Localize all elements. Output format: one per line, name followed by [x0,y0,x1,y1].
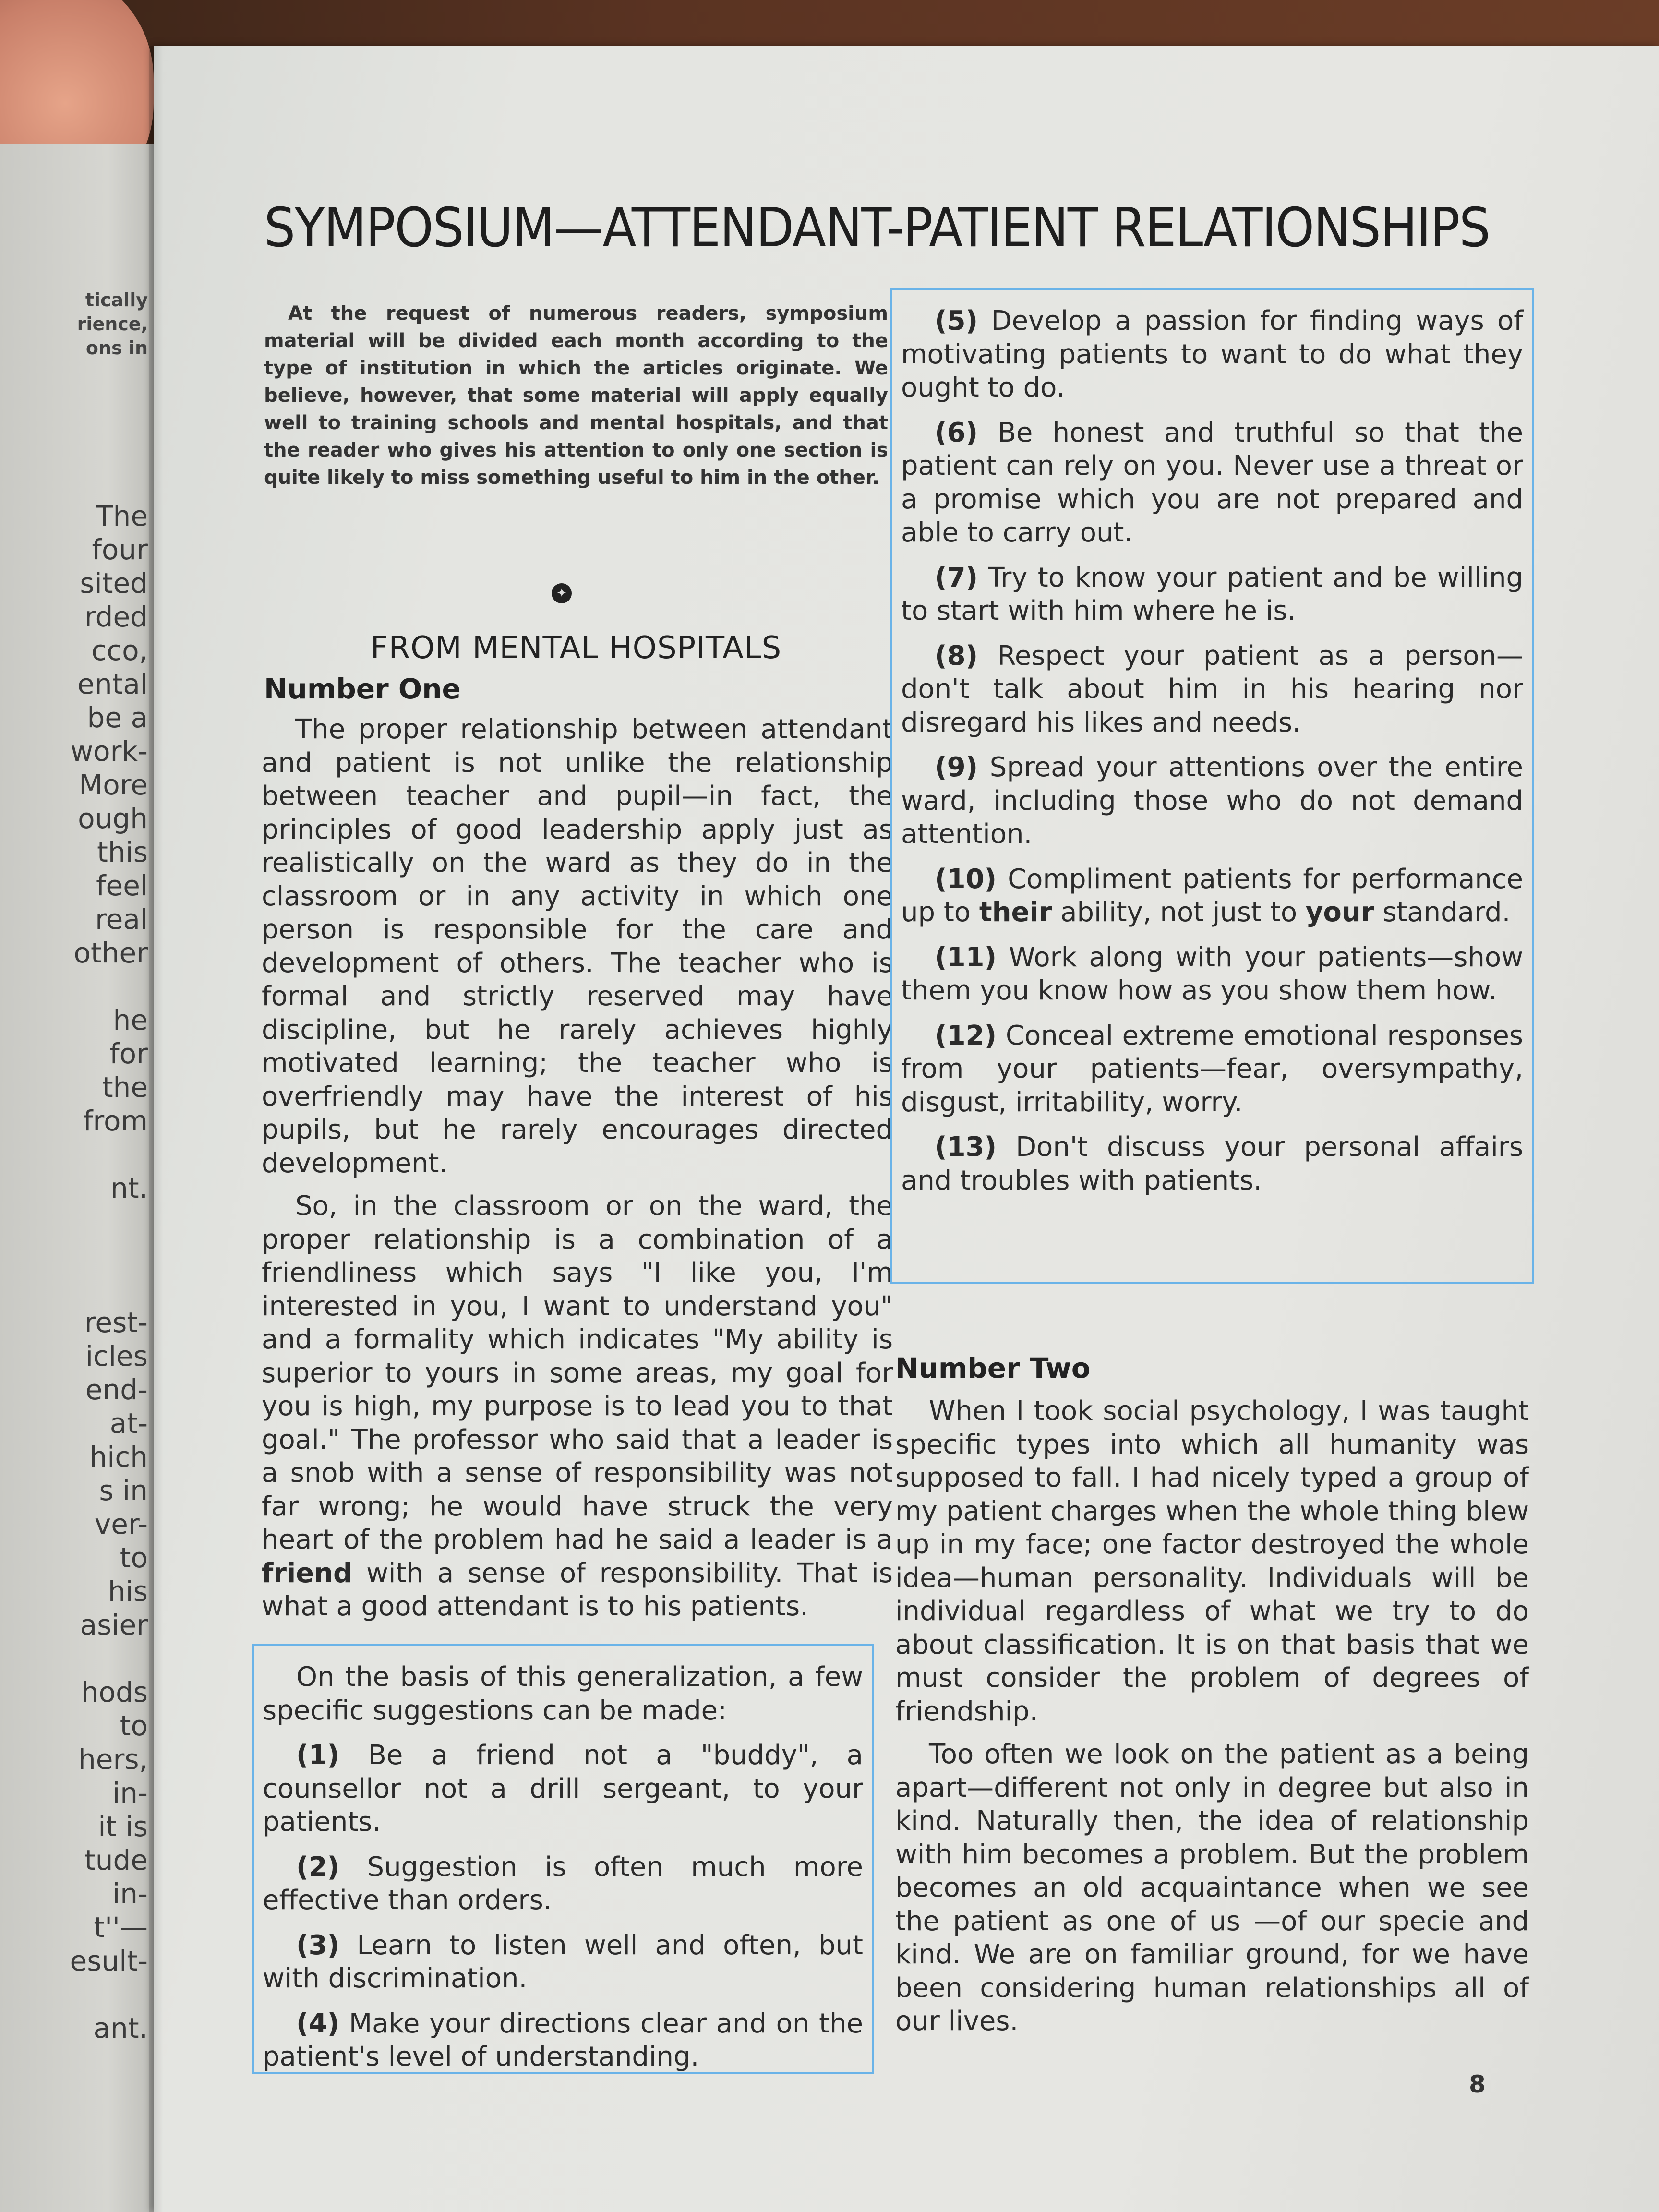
prev-page-line: his [108,1575,148,1608]
paragraph [262,1190,893,1623]
item-text: Try to know your patient and be willing to start with him where he is. [901,562,1523,626]
item-number: (7) [935,562,978,593]
suggestion-item [901,561,1523,628]
prev-page-line: t''— [94,1911,148,1944]
prev-page-line: in- [112,1877,148,1910]
suggestion-item [263,1739,863,1839]
suggestion-item [901,416,1523,550]
prev-page-line: end- [85,1373,148,1406]
item-text: Don't discuss your personal affairs and troubles with patients. [901,1131,1523,1196]
paragraph: When I took social psychology, I was taught specific types into which all humanity was supposed to fall. I had nicely typed a group of my patient charges when the whole thing blew up in my face; one factor destroyed the whole idea—human personality. Individuals will be individual regardless of what we try to do about classification. It is on that basis that we must consider the problem of degrees of friendship. [895,1395,1529,1727]
suggestion-item [901,1019,1523,1119]
suggestions-box-left [252,1644,874,2074]
number-two-heading: Number Two [895,1352,1091,1384]
item-text: Make your directions clear and on the patient's level of understanding. [263,2008,863,2072]
intro-paragraph: At the request of numerous readers, symposium material will be divided each month according to the type of institution in which the articles originate. We believe, however, that some material will apply equally well to training schools and mental hospitals, and that the reader who gives his attention to only one section is quite likely to miss something useful to him in the other. [264,302,888,489]
prev-page-line: hods [81,1676,148,1708]
paragraph: The proper relationship between attendant and patient is not unlike the relationship between teacher and pupil—in fact, the principles of good leadership apply just as realistically on the ward as they do in the classroom or in any activity in which one person is responsible for the care and development of others. The teacher who is formal and strictly reserved may have discipline, but he rarely achieves highly motivated learning; the teacher who is overfriendly may have the interest of his pupils, but he rarely encourages directed development. [262,714,893,1179]
item-text: Be a friend not a "buddy", a counsellor not a drill sergeant, to your patients. [263,1740,863,1838]
item-number: (4) [296,2008,340,2039]
item-number: (11) [935,941,997,973]
prev-page-line: esult- [70,1945,148,1977]
text-run: So, in the classroom or on the ward, the proper relationship is a combination of a friendliness which says "I like you, I'm interested in you, I want to understand you" and a formality which indicates "My ability is superior to yours in some areas, my goal for you is high, my purpose is to lead you to that goal." The professor who said that a leader is a snob with a sense of responsibility was not far wrong; he would have struck the very heart of the problem had he said a leader is a [262,1190,893,1555]
prev-page-line: feel [96,869,148,902]
page-title: SYMPOSIUM—ATTENDANT-PATIENT RELATIONSHIPS [264,197,1490,259]
prev-page-line: work- [70,735,148,768]
prev-page-line: icles [85,1340,148,1372]
prev-page-line: this [97,836,148,868]
prev-page-line: real [95,903,148,936]
suggestion-item [901,1130,1523,1197]
prev-page-line: sited [80,567,148,600]
suggestions-box-right [890,288,1534,1284]
prev-page-line: hers, [78,1743,148,1776]
prev-page-line: ver- [94,1508,148,1540]
section-heading: FROM MENTAL HOSPITALS [370,630,782,666]
prev-page-line: he [113,1004,148,1036]
item-text: Suggestion is often much more effective than orders. [263,1851,863,1916]
item-number: (9) [935,752,978,783]
paragraph: On the basis of this generalization, a few specific suggestions can be made: [263,1661,863,1726]
suggestion-item [263,1929,863,1996]
item-number: (5) [935,305,978,337]
item-number: (1) [296,1740,340,1771]
prev-page-line: to [120,1541,148,1574]
bold-word: your [1305,897,1374,928]
prev-page-line: More [79,769,148,801]
item-text: Conceal extreme emotional responses from your patients—fear, oversympathy, disgust, irritability, worry. [901,1020,1523,1118]
number-two-body [895,1395,1529,2038]
suggestion-item [901,941,1523,1008]
prev-page-line: asier [80,1609,148,1641]
page-number: 8 [1469,2070,1486,2098]
item-number: (10) [935,863,997,895]
suggestion-item [263,2007,863,2074]
prev-page-line: tude [84,1844,148,1876]
prev-page-line: it is [98,1810,148,1843]
suggestion-item [901,863,1523,929]
suggestion-item [901,751,1523,851]
suggestion-item [263,1851,863,1917]
prev-page-line: to [120,1709,148,1742]
prev-page-line: nt. [110,1172,148,1204]
suggestion-item [901,304,1523,405]
prev-page-line: four [92,533,148,566]
prev-top-line: ons in [85,337,148,359]
item-number: (12) [935,1020,997,1051]
item-text: Work along with your patients—show them you know how as you show them how. [901,941,1523,1006]
prev-page-line: from [83,1105,148,1137]
prev-page-line: for [109,1037,148,1070]
prev-page-line: cco, [91,634,148,667]
previous-page-fragment [0,144,154,2212]
prev-page-line: s in [99,1474,148,1507]
prev-page-line: rded [84,601,148,633]
suggestion-item [901,639,1523,740]
item-text: Develop a passion for finding ways of motivating patients to want to do what they ought to do. [901,305,1523,403]
item-number: (8) [935,640,978,672]
prev-page-line: the [102,1071,148,1104]
text-run: with a sense of responsibility. That is what a good attendant is to his patients. [262,1557,893,1622]
prev-page-line: The [96,500,148,532]
prev-page-line: ental [77,668,148,700]
item-text: Compliment patients for performance up to [901,863,1523,928]
prev-page-line: ant. [93,2012,148,2044]
item-text: Be honest and truthful so that the patient can rely on you. Never use a threat or a promise which you are not prepared and able to carry out. [901,417,1523,548]
number-one-body [262,713,893,1623]
item-number: (2) [296,1851,340,1883]
prev-page-line: rest- [84,1306,148,1339]
item-number: (13) [935,1131,997,1163]
prev-top-line: tically [85,289,148,311]
item-text: standard. [1382,897,1511,928]
prev-page-line: at- [109,1407,148,1440]
prev-page-line: other [73,937,148,969]
paragraph: Too often we look on the patient as a being apart—different not only in degree but also in kind. Naturally then, the idea of relationship with him becomes a problem. But the problem becomes an old acquaintance when we see the patient as one of us —of our specie and kind. We are on familiar ground, for we have been considering human relationships all of our lives. [895,1739,1529,2037]
prev-page-line: be a [87,701,148,734]
bold-word: friend [262,1557,353,1589]
prev-top-line: rience, [77,313,148,335]
item-number: (3) [296,1929,340,1961]
bold-word: their [979,897,1052,928]
ornament-icon: ✦ [552,583,572,603]
item-text: ability, not just to [1060,897,1298,928]
item-number: (6) [935,417,978,448]
item-text: Learn to listen well and often, but with discrimination. [263,1929,863,1994]
number-one-heading: Number One [264,673,461,705]
item-text: Spread your attentions over the entire ward, including those who do not demand attention. [901,752,1523,850]
prev-page-line: in- [112,1777,148,1809]
prev-page-line: hich [89,1441,148,1473]
document-page [154,46,1659,2212]
prev-page-line: ough [78,802,148,835]
item-text: Respect your patient as a person—don't talk about him in his hearing nor disregard his likes and needs. [901,640,1523,738]
